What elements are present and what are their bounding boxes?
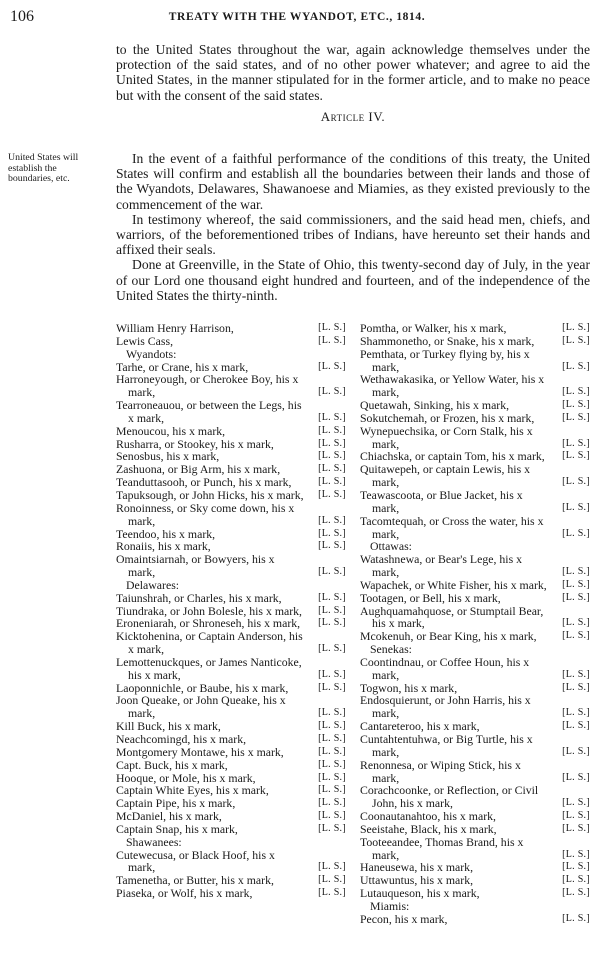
seal-mark: [L. S.] xyxy=(318,386,346,398)
signatory-name: Wapachek, or White Fisher, his x mark, xyxy=(360,577,547,592)
signatory-name: Tapuksough, or John Hicks, his x mark, xyxy=(116,487,304,502)
seal-mark: [L. S.] xyxy=(562,386,590,398)
signatory-name: Shammonetho, or Snake, his x mark, xyxy=(360,333,535,348)
seal-mark: [L. S.] xyxy=(562,707,590,719)
signatory-name: Montgomery Montawe, his x mark, xyxy=(116,744,284,759)
signatory-name: Lewis Cass, xyxy=(116,333,174,348)
seal-mark: [L. S.] xyxy=(562,437,590,449)
signatory-name: Menoucou, his x mark, xyxy=(116,423,226,438)
signature-row xyxy=(116,425,346,438)
seal-mark: [L. S.] xyxy=(318,540,346,552)
seal-mark: [L. S.] xyxy=(562,874,590,886)
seal-mark: [L. S.] xyxy=(318,488,346,500)
signature-row xyxy=(116,746,346,759)
seal-mark: [L. S.] xyxy=(562,617,590,629)
signatory-name: Eroneniarah, or Shroneseh, his x mark, xyxy=(116,616,301,631)
signatory-name: Teawascoota, or Blue Jacket, his x mark, xyxy=(360,487,523,515)
signature-row xyxy=(360,489,590,515)
signatory-name: Capt. Buck, his x mark, xyxy=(116,757,228,772)
signatory-name: Hooque, or Mole, his x mark, xyxy=(116,770,256,785)
seal-mark: [L. S.] xyxy=(318,643,346,655)
seal-mark: [L. S.] xyxy=(318,450,346,462)
page-number: 106 xyxy=(10,8,34,25)
signatory-name: Coontindnau, or Coffee Houn, his x mark, xyxy=(360,654,530,682)
seal-mark: [L. S.] xyxy=(562,399,590,411)
signatory-name: Senosbus, his x mark, xyxy=(116,449,220,464)
signatory-name: Tootagen, or Bell, his x mark, xyxy=(360,590,501,605)
signature-row xyxy=(360,592,590,605)
signature-row xyxy=(360,348,590,374)
signature-row xyxy=(360,425,590,451)
seal-mark: [L. S.] xyxy=(318,591,346,603)
signature-row xyxy=(360,836,590,862)
signatory-name: Joon Queake, or John Queake, his x mark, xyxy=(116,693,286,721)
tribe-name: Wyandots: xyxy=(126,346,177,361)
intro-paragraph: to the United States throughout the war, again acknowledge themselves under the protection of the said states, and of no other power whatever; and agree to aid the United States, in the manner stipulated for in the former article, and to make no peace but with the consent of the said states. xyxy=(116,42,590,103)
seal-mark: [L. S.] xyxy=(318,784,346,796)
signature-row xyxy=(116,630,346,656)
seal-mark: [L. S.] xyxy=(562,912,590,924)
signatory-name: Neachcomingd, his x mark, xyxy=(116,732,247,746)
seal-mark: [L. S.] xyxy=(318,322,346,333)
signature-row xyxy=(360,656,590,682)
margin-note: United States will establish the boundaries, etc. xyxy=(8,152,79,184)
seal-mark: [L. S.] xyxy=(562,810,590,822)
signatory-name: Watashnewa, or Bear's Lege, his x mark, xyxy=(360,552,523,580)
signatory-name: Aughquamahquose, or Stumptail Bear, his x mark, xyxy=(360,603,544,631)
seal-mark: [L. S.] xyxy=(562,501,590,513)
signatory-name: Zashuona, or Big Arm, his x mark, xyxy=(116,462,281,477)
seal-mark: [L. S.] xyxy=(318,668,346,680)
seal-mark: [L. S.] xyxy=(318,463,346,475)
tribe-heading xyxy=(360,900,590,913)
seal-mark: [L. S.] xyxy=(318,707,346,719)
paragraph-testimony: In testimony whereof, the said commissioners, and the said head men, chiefs, and warriors, of the beforementioned tribes of Indians, have hereunto set their hands and affixed their seals. xyxy=(116,211,590,258)
signature-row xyxy=(116,502,346,528)
signatory-name: Kicktohenina, or Captain Anderson, his x mark, xyxy=(116,629,303,657)
signature-row xyxy=(360,810,590,823)
intro-paragraph-block xyxy=(116,42,590,129)
signature-row xyxy=(360,823,590,836)
running-title: TREATY WITH THE WYANDOT, ETC., 1814. xyxy=(168,11,426,23)
signatory-name: Corachcoonke, or Reflection, or Civil John, his x mark, xyxy=(360,783,539,811)
signatory-name: Tearroneauou, or between the Legs, his x mark, xyxy=(116,398,302,425)
signatory-name: Tacomtequah, or Cross the water, his x mark, xyxy=(360,513,544,541)
signatory-name: Captain Snap, his x mark, xyxy=(116,821,238,836)
signature-row xyxy=(116,592,346,605)
seal-mark: [L. S.] xyxy=(318,758,346,770)
seal-mark: [L. S.] xyxy=(562,322,590,333)
seal-mark: [L. S.] xyxy=(318,720,346,732)
signature-row xyxy=(116,656,346,682)
tribe-name: Senekas: xyxy=(370,642,412,657)
seal-mark: [L. S.] xyxy=(562,360,590,372)
signatory-name: Cutewecusa, or Black Hoof, his x mark, xyxy=(116,847,275,875)
signature-row xyxy=(116,373,346,399)
signature-row xyxy=(116,322,346,335)
signatory-name: Renonnesa, or Wiping Stick, his x mark, xyxy=(360,757,521,785)
signatory-name: Taiunshrah, or Charles, his x mark, xyxy=(116,590,282,605)
signature-row xyxy=(116,887,346,900)
seal-mark: [L. S.] xyxy=(318,360,346,372)
seal-mark: [L. S.] xyxy=(318,566,346,578)
seal-mark: [L. S.] xyxy=(562,527,590,539)
signature-row xyxy=(360,412,590,425)
signature-row xyxy=(116,733,346,746)
seal-mark: [L. S.] xyxy=(318,476,346,488)
signatory-name: Pomtha, or Walker, his x mark, xyxy=(360,321,507,335)
signatory-name: Captain Pipe, his x mark, xyxy=(116,796,236,811)
seal-mark: [L. S.] xyxy=(318,861,346,873)
signatory-name: McDaniel, his x mark, xyxy=(116,809,222,824)
tribe-heading xyxy=(116,579,346,592)
seal-mark: [L. S.] xyxy=(318,437,346,449)
seal-mark: [L. S.] xyxy=(318,887,346,899)
signatures-left-column xyxy=(116,322,346,900)
seal-mark: [L. S.] xyxy=(318,771,346,783)
seal-mark: [L. S.] xyxy=(318,797,346,809)
seal-mark: [L. S.] xyxy=(562,668,590,680)
signatory-name: Coonautanahtoo, his x mark, xyxy=(360,809,496,824)
signature-row xyxy=(360,605,590,631)
signatory-name: Teanduttasooh, or Punch, his x mark, xyxy=(116,475,292,490)
tribe-heading xyxy=(116,836,346,849)
seal-mark: [L. S.] xyxy=(562,887,590,899)
signature-row xyxy=(360,322,590,335)
signatory-name: Seeistahe, Black, his x mark, xyxy=(360,821,497,836)
signatory-name: Ronoinness, or Sky come down, his x mark, xyxy=(116,500,295,528)
seal-mark: [L. S.] xyxy=(562,771,590,783)
signatory-name: Togwon, his x mark, xyxy=(360,680,458,695)
signature-row xyxy=(360,553,590,579)
signature-row xyxy=(360,733,590,759)
tribe-heading xyxy=(360,643,590,656)
seal-mark: [L. S.] xyxy=(562,848,590,860)
seal-mark: [L. S.] xyxy=(562,450,590,462)
seal-mark: [L. S.] xyxy=(562,861,590,873)
signatory-name: Wynepuechsika, or Corn Stalk, his x mark, xyxy=(360,423,533,451)
signatory-name: Lemottenuckques, or James Nanticoke, his x mark, xyxy=(116,654,302,682)
seal-mark: [L. S.] xyxy=(562,578,590,590)
tribe-name: Ottawas: xyxy=(370,539,412,554)
tribe-name: Miamis: xyxy=(370,898,410,913)
signature-row xyxy=(116,489,346,502)
signatory-name: Piaseka, or Wolf, his x mark, xyxy=(116,886,253,901)
signature-row xyxy=(360,784,590,810)
seal-mark: [L. S.] xyxy=(318,745,346,757)
signature-row xyxy=(360,373,590,399)
seal-mark: [L. S.] xyxy=(318,681,346,693)
signature-row xyxy=(360,335,590,348)
seal-mark: [L. S.] xyxy=(318,874,346,886)
tribe-name: Delawares: xyxy=(126,577,180,592)
signatory-name: Mcokenuh, or Bear King, his x mark, xyxy=(360,629,537,644)
signatory-name: Quitawepeh, or captain Lewis, his x mark, xyxy=(360,462,531,490)
signatory-name: Rusharra, or Stookey, his x mark, xyxy=(116,436,274,451)
article-body xyxy=(116,151,590,303)
seal-mark: [L. S.] xyxy=(318,514,346,526)
signatory-name: Tamenetha, or Butter, his x mark, xyxy=(116,873,274,888)
tribe-name: Shawanees: xyxy=(126,834,182,849)
signatory-name: Omaintsiarnah, or Bowyers, his x mark, xyxy=(116,552,275,580)
signature-row xyxy=(360,399,590,412)
seal-mark: [L. S.] xyxy=(318,424,346,436)
paragraph-boundaries: In the event of a faithful performance of the conditions of this treaty, the United States will confirm and establish all the boundaries between their lands and those of the Wyandots, Delawares, Shawanoese and Miamies, as they existed previously to the commencement of the war. xyxy=(116,151,590,212)
signatory-name: Captain White Eyes, his x mark, xyxy=(116,783,269,798)
signatory-name: Tiundraka, or John Bolesle, his x mark, xyxy=(116,603,303,618)
signature-row xyxy=(116,694,346,720)
seal-mark: [L. S.] xyxy=(562,822,590,834)
seal-mark: [L. S.] xyxy=(562,745,590,757)
signature-row xyxy=(116,553,346,579)
seal-mark: [L. S.] xyxy=(562,566,590,578)
page-header xyxy=(10,8,584,28)
signatory-name: Harroneyough, or Cherokee Boy, his x mark, xyxy=(116,372,299,400)
signatory-name: Quetawah, Sinking, his x mark, xyxy=(360,398,510,413)
signatory-name: Tooteeandee, Thomas Brand, his x mark, xyxy=(360,834,524,862)
signatory-name: Uttawuntus, his x mark, xyxy=(360,873,474,888)
seal-mark: [L. S.] xyxy=(562,630,590,642)
signatory-name: Cantareteroo, his x mark, xyxy=(360,719,480,734)
seal-mark: [L. S.] xyxy=(562,411,590,423)
seal-mark: [L. S.] xyxy=(318,527,346,539)
signatory-name: William Henry Harrison, xyxy=(116,321,234,335)
tribe-heading xyxy=(116,348,346,361)
signatory-name: Pemthata, or Turkey flying by, his x mark, xyxy=(360,346,530,374)
signature-row xyxy=(116,759,346,772)
signature-row xyxy=(360,463,590,489)
signatures-right-column xyxy=(360,322,590,926)
seal-mark: [L. S.] xyxy=(318,810,346,822)
signatory-name: Endosquierunt, or John Harris, his x mark, xyxy=(360,693,531,721)
signatory-name: Lutauqueson, his x mark, xyxy=(360,886,480,901)
signatory-name: Chiachska, or captain Tom, his x mark, xyxy=(360,449,545,464)
signature-row xyxy=(116,335,346,348)
article-heading: Article IV. xyxy=(320,108,386,124)
signatory-name: Cuntahtentuhwa, or Big Turtle, his x mark, xyxy=(360,732,533,759)
signatory-name: Laoponnichle, or Baube, his x mark, xyxy=(116,680,289,695)
signature-row xyxy=(116,849,346,875)
signatory-name: Sokutchemah, or Frozen, his x mark, xyxy=(360,410,535,425)
seal-mark: [L. S.] xyxy=(318,334,346,346)
seal-mark: [L. S.] xyxy=(562,476,590,488)
signatory-name: Ronaiis, his x mark, xyxy=(116,539,211,554)
seal-mark: [L. S.] xyxy=(318,733,346,744)
signature-row xyxy=(360,913,590,926)
signatory-name: Haneusewa, his x mark, xyxy=(360,860,474,875)
seal-mark: [L. S.] xyxy=(562,334,590,346)
seal-mark: [L. S.] xyxy=(318,604,346,616)
signature-row xyxy=(116,823,346,836)
signature-row xyxy=(360,515,590,541)
paragraph-done-at: Done at Greenville, in the State of Ohio, this twenty-second day of July, in the year of our Lord one thousand eight hundred and fourteen, and of the independence of the United States the thirty-ninth. xyxy=(116,257,590,303)
signatory-name: Tarhe, or Crane, his x mark, xyxy=(116,359,249,374)
signature-row xyxy=(360,579,590,592)
seal-mark: [L. S.] xyxy=(562,591,590,603)
seal-mark: [L. S.] xyxy=(562,720,590,732)
signature-row xyxy=(360,759,590,785)
signatory-name: Teendoo, his x mark, xyxy=(116,526,216,541)
seal-mark: [L. S.] xyxy=(562,797,590,809)
signature-row xyxy=(116,810,346,823)
seal-mark: [L. S.] xyxy=(562,681,590,693)
seal-mark: [L. S.] xyxy=(318,617,346,629)
seal-mark: [L. S.] xyxy=(318,822,346,834)
signature-row xyxy=(360,694,590,720)
signatory-name: Kill Buck, his x mark, xyxy=(116,719,221,734)
signatory-name: Wethawakasika, or Yellow Water, his x mark, xyxy=(360,372,545,400)
seal-mark: [L. S.] xyxy=(318,411,346,423)
signature-row xyxy=(116,399,346,425)
signatory-name: Pecon, his x mark, xyxy=(360,911,448,926)
